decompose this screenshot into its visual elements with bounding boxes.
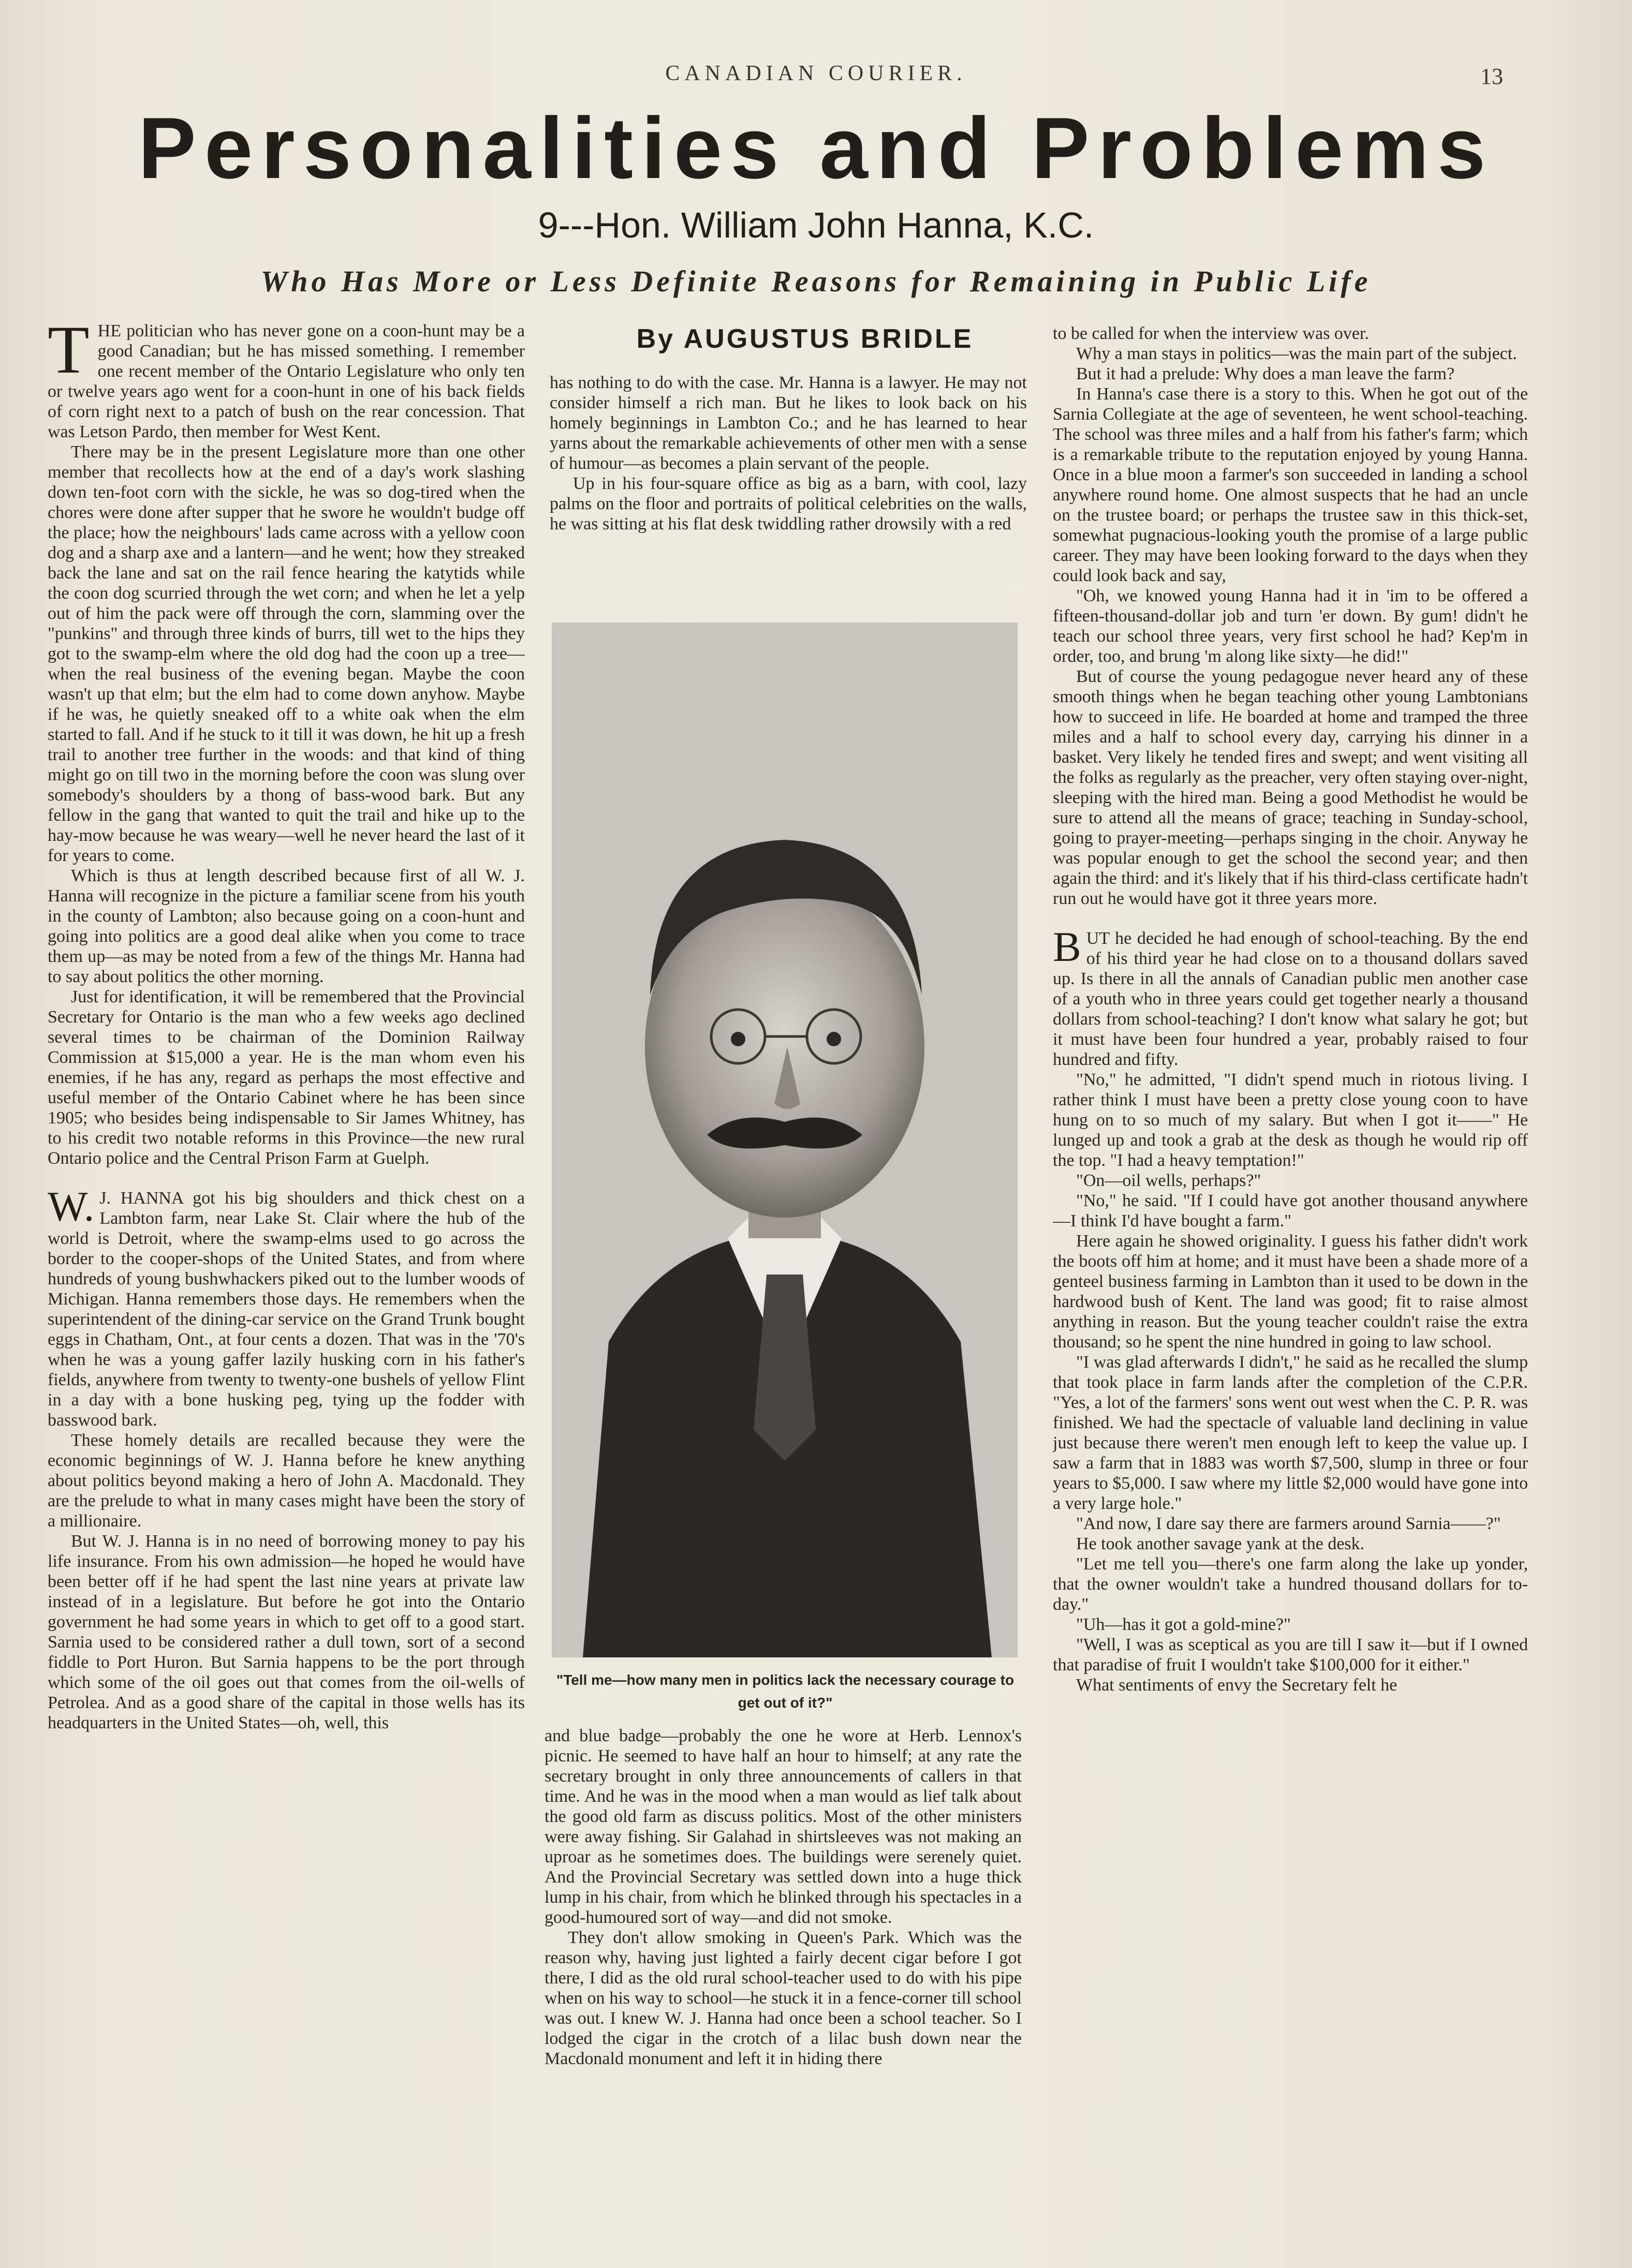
drop-cap: W. xyxy=(48,1183,95,1230)
drop-cap: B xyxy=(1053,923,1081,970)
paragraph: But of course the young pedagogue never heard any of these smooth things when he began teaching other young Lambtonians how to succeed in life. He boarded at home and tramped the three miles and a half to school every day, carrying his dinner in a basket. Very likely he tended fires and swept; and went visiting all the folks as regularly as the preacher, very often staying over-night, sleeping with the hired man. Being a good Methodist he would be sure to attend all the means of grace; teaching in Sunday-school, going to prayer-meeting—perhaps singing in the choir. Anyway he was popular enough to get the school the second year; and then again the third: and it's likely that if his third-class certificate hadn't run out he would have got it three years more. xyxy=(1053,667,1528,908)
paragraph: Just for identification, it will be remembered that the Provincial Secretary for Ontario is the man who a few weeks ago declined several times to be chairman of the Dominion Railway Commission at $15,000 a year. He is the man whom even his enemies, if he has any, regard as perhaps the most effective and useful member of the Ontario Cabinet where he has been since 1905; who besides being indispensable to Sir James Whitney, has to his credit two notable reforms in this Province—the new rural Ontario police and the Central Prison Farm at Guelph. xyxy=(48,987,525,1168)
column-left xyxy=(48,321,525,2194)
paragraph: Which is thus at length described because first of all W. J. Hanna will recognize in the picture a familiar scene from his youth in the county of Lambton; also because going on a coon-hunt and going into politics are a good deal alike when you come to trace them up—as may be noted from a few of the things Mr. Hanna had to say about politics the other morning. xyxy=(48,866,525,986)
paragraph: But it had a prelude: Why does a man leave the farm? xyxy=(1076,364,1455,383)
paragraph: But W. J. Hanna is in no need of borrowing money to pay his life insurance. From his own admission—he hoped he would have been better off if he had spent the last nine years at private law instead of in a legislature. But before he got into the Ontario government he had some years in which to get off to a good start. Sarnia used to be considered rather a dull town, sort of a second fiddle to Port Huron. But Sarnia happens to be the port through which some of the oil goes out that comes from the oil-wells of Petrolea. And as a good share of the capital in those wells has its headquarters in the United States—oh, well, this xyxy=(48,1532,525,1732)
paragraph: They don't allow smoking in Queen's Park. Which was the reason why, having just lighted a fairly decent cigar before I got there, I did as the old rural school-teacher used to do with his pipe when on his way to school—he stuck it in a fence-corner till school was out. I knew W. J. Hanna had once been a school teacher. So I lodged the cigar in the crotch of a lilac bush down near the Macdonald monument and left it in hiding there xyxy=(545,1928,1022,2068)
column-middle-bottom xyxy=(545,1726,1022,2191)
drop-cap: T xyxy=(48,321,90,388)
paragraph: What sentiments of envy the Secretary felt he xyxy=(1076,1676,1398,1695)
paragraph: "On—oil wells, perhaps?" xyxy=(1076,1171,1261,1190)
article-subtitle: 9---Hon. William John Hanna, K.C. xyxy=(538,205,1094,245)
paragraph: Up in his four-square office as big as a barn, with cool, lazy palms on the floor and portraits of political celebrities on the walls, he was sitting at his flat desk twiddling rather drowsily with a red xyxy=(550,474,1027,533)
paragraph: "Well, I was as sceptical as you are till I saw it—but if I owned that paradise of fruit I wouldn't take $100,000 for it either." xyxy=(1053,1635,1528,1674)
article-title: Personalities and Problems xyxy=(138,99,1494,197)
portrait-photo xyxy=(552,622,1018,1657)
paragraph: THE politician who has never gone on a coon-hunt may be a good Canadian; but he has missed something. I remember one recent member of the Ontario Legislature who only ten or twelve years ago went for a coon-hunt in one of his back fields of corn right next to a patch of bush on the rear concession. That was Letson Pardo, then member for West Kent. xyxy=(48,321,525,441)
paragraph: "Let me tell you—there's one farm along the lake up yonder, that the owner wouldn't take a hundred thousand dollars for to-day." xyxy=(1053,1554,1528,1614)
paragraph: "I was glad afterwards I didn't," he said as he recalled the slump that took place in farm lands after the completion of the C.P.R. "Yes, a lot of the farmers' sons went out west when the C. P. R. was finished. We had the spectacle of valuable land declining in value just because there weren't men enough left to keep the value up. I saw a farm that in 1883 was worth $7,500, slump in three or four years to $5,000. I saw where my little $2,000 would have gone into a very large hole." xyxy=(1053,1353,1528,1513)
paragraph: There may be in the present Legislature more than one other member that recollects how at the end of a day's work slashing down ten-foot corn with the sickle, he was so dog-tired when the chores were done after supper that he swore he wouldn't budge off the place; how the neighbours' lads came across with a yellow coon dog and a sharp axe and a lantern—and he went; how they streaked back the lane and sat on the rail fence hearing the katytids while the coon dog scurried through the wet corn; and when he let a yelp out of him the pack were off through the corn, slamming over the "punkins" and through three kinds of burrs, till wet to the hips they got to the swamp-elm where the old dog had the coon up a tree—when the real business of the evening began. Maybe the coon wasn't up that elm; but the elm had to come down anyhow. Maybe if he was, he quietly sneaked off to a white oak when the elm started to fall. And if he stuck to it till it was down, he hit up a fresh trail to another tree further in the woods: and that kind of thing might go on till two in the morning before the coon was slung over somebody's shoulders by a thong of bass-wood bark. But any fellow in the gang that wanted to quit the trail and hike up to the hay-mow because he was weary—well he never heard the last of it for years to come. xyxy=(48,442,525,865)
paragraph: "No," he admitted, "I didn't spend much in riotous living. I rather think I must have been a pretty close young coon to have hung on to so much of my salary. But when I got it——" He lunged up and took a grab at the desk as though he would rip off the top. "I had a heavy temptation!" xyxy=(1053,1070,1528,1170)
page-number: 13 xyxy=(1480,64,1503,89)
photo-caption: "Tell me—how many men in politics lack the necessary courage to get out of it?" xyxy=(556,1672,1015,1711)
running-head: CANADIAN COURIER. xyxy=(665,62,967,85)
paragraph: "And now, I dare say there are farmers around Sarnia——?" xyxy=(1076,1514,1501,1533)
paragraph: He took another savage yank at the desk. xyxy=(1076,1534,1365,1553)
portrait-icon xyxy=(552,622,1018,1657)
paragraph: "No," he said. "If I could have got another thousand anywhere—I think I'd have bought a farm." xyxy=(1053,1191,1528,1231)
paragraph: BUT he decided he had enough of school-teaching. By the end of his third year he had close on to a thousand dollars saved up. Is there in all the annals of Canadian public men another case of a youth who in three years could get together nearly a thousand dollars from school-teaching? I don't know what salary he got; but it must have been four hundred a year, probably raised to four hundred and fifty. xyxy=(1053,923,1528,1069)
paragraph: and blue badge—probably the one he wore at Herb. Lennox's picnic. He seemed to have half an hour to himself; at any rate the secretary brought in only three announcements of callers in that time. And he was in the mood when a man would as lief talk about the good old farm as discuss politics. Most of the other ministers were away fishing. Sir Galahad in shirtsleeves was not making an uproar as he sometimes does. The buildings were serenely quiet. And the Provincial Secretary was settled down into a huge thick lump in his chair, from which he blinked through his spectacles in a good-humoured sort of way—and did not smoke. xyxy=(545,1726,1022,1927)
byline: By AUGUSTUS BRIDLE xyxy=(636,324,974,354)
paragraph: Here again he showed originality. I guess his father didn't work the boots off him at home; and it must have been a shade more of a genteel business farming in Lambton than it used to be down in the hardwood bush of Kent. The land was good; fit to raise almost anything in reason. But the young teacher couldn't raise the extra thousand; so he spent the nine hundred in going to law school. xyxy=(1053,1232,1528,1352)
paragraph: These homely details are recalled because they were the economic beginnings of W. J. Hanna before he knew anything about politics beyond making a hero of John A. Macdonald. They are the prelude to what in many cases might have been the story of a millionaire. xyxy=(48,1431,525,1531)
article-deck: Who Has More or Less Definite Reasons for Remaining in Public Life xyxy=(260,264,1372,298)
paragraph: W. J. HANNA got his big shoulders and thick chest on a Lambton farm, near Lake St. Clair where the hub of the world is Detroit, where the swamp-elms used to go across the border to the cooper-shops of the United States, and from where hundreds of young bushwhackers piked out to the lumber woods of Michigan. Hanna remembers those days. He remembers when the superintendent of the dining-car service on the Grand Trunk bought eggs in Chatham, Ont., at four cents a dozen. That was in the '70's when he was a young gaffer lazily husking corn in his father's fields, anywhere from twenty to twenty-one bushels of yellow Flint in a day with a bone husking peg, tying up the fodder with basswood bark. xyxy=(48,1183,525,1430)
paragraph: "Oh, we knowed young Hanna had it in 'im to be offered a fifteen-thousand-dollar job and turn 'er down. By gum! didn't he teach our school three years, very first school he had? Kep'm in order, too, and brung 'm along like sixty—he did!" xyxy=(1053,586,1528,666)
column-right xyxy=(1053,323,1528,2197)
paragraph: to be called for when the interview was over. xyxy=(1053,324,1369,343)
paragraph: Why a man stays in politics—was the main part of the subject. xyxy=(1076,344,1517,363)
column-middle-top xyxy=(550,373,1027,605)
paragraph: "Uh—has it got a gold-mine?" xyxy=(1076,1615,1291,1634)
paragraph: has nothing to do with the case. Mr. Hanna is a lawyer. He may not consider himself a rich man. But he likes to look back on his homely beginnings in Lambton Co.; and he has learned to hear yarns about the remarkable achievements of other men with a sense of humour—as becomes a plain servant of the people. xyxy=(550,373,1027,473)
paragraph: In Hanna's case there is a story to this. When he got out of the Sarnia Collegiate at the age of seventeen, he went school-teaching. The school was three miles and a half from his father's farm; which is a remarkable tribute to the reputation enjoyed by young Hanna. Once in a blue moon a farmer's son succeeded in landing a school anywhere round home. One almost suspects that he had an uncle on the trustee board; or perhaps the trustee saw in this thick-set, somewhat pugnacious-looking youth the promise of a large public career. They may have been looking forward to the days when they could look back and say, xyxy=(1053,384,1528,585)
